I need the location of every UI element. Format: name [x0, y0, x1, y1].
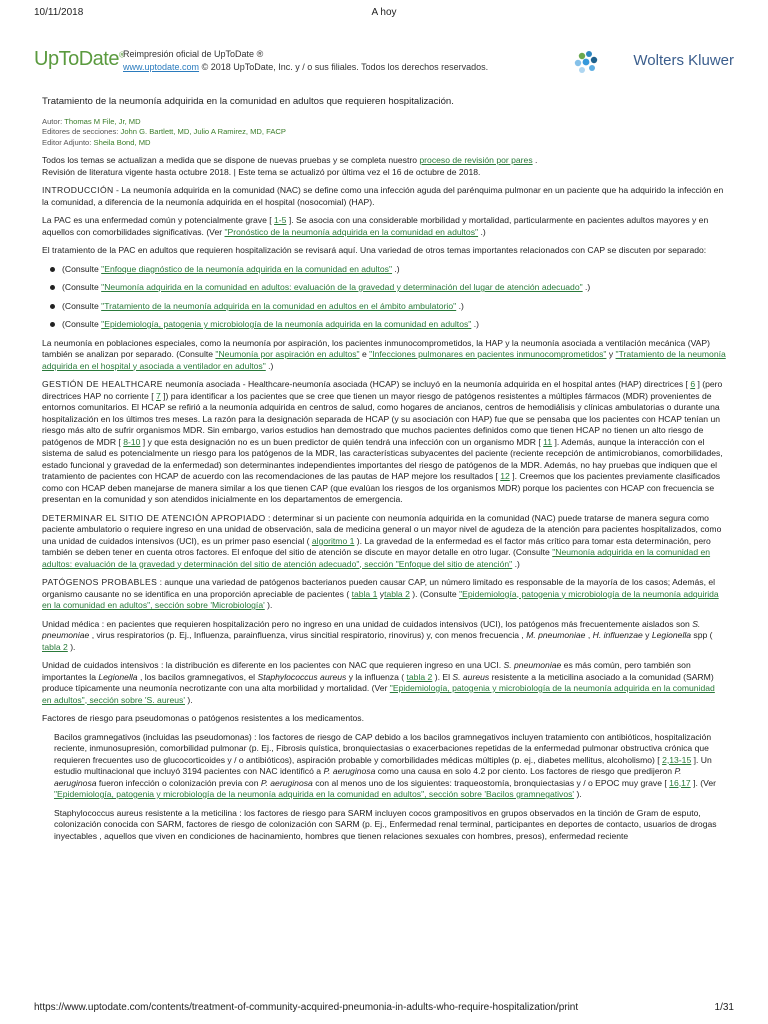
- reference-link[interactable]: 8-10: [123, 436, 141, 447]
- algorithm-link[interactable]: algoritmo 1: [311, 535, 355, 546]
- print-url: https://www.uptodate.com/contents/treatment-of-community-acquired-pneumonia-in-adults-who-require-hospitalization/print: [34, 1002, 579, 1013]
- subsection-heading: Staphylococcus aureus resistente a la meticilina: [54, 807, 237, 818]
- topic-link[interactable]: "Epidemiología, patogenia y microbiología de la neumonía adquirida en la comunidad en adultos", sección sobre 'Microbiología': [42, 588, 719, 610]
- list-item: (Consulte "Enfoque diagnóstico de la neumonía adquirida en la comunidad en adultos" .): [50, 264, 726, 276]
- update-note: Todos los temas se actualizan a medida que se dispone de nuevas pruebas y se completa nuestro proceso de revisión por pares . Revisión de literatura vigente hasta octubre 2018. | Este tema se actualizó por última vez el 16 de octubre de 2018.: [42, 155, 538, 177]
- wolters-kluwer-icon: [572, 48, 600, 76]
- section-heading: PATÓGENOS PROBABLES: [42, 577, 158, 587]
- topic-link[interactable]: "Tratamiento de la neumonía adquirida en el hospital y asociada a ventilador en adultos": [42, 349, 726, 371]
- reference-link[interactable]: 11: [543, 436, 553, 447]
- author: Thomas M File, Jr, MD: [64, 116, 141, 126]
- reprint-notice: [123, 48, 488, 74]
- reference-link[interactable]: 6: [690, 379, 696, 389]
- medical-ward-paragraph: Unidad médica : en pacientes que requieren hospitalización pero no ingreso en una unidad de cuidados intensivos (UCI), los patógenos más frecuentemente aislados son S. pneumoniae , virus respiratorios (p. Ej., Influenza, parainfluenza, virus sincitial respiratorio, rinovirus) y, con menos frecuencia , M. pneumoniae , H. influenzae y Legionella spp ( tabla 2 ).: [42, 618, 713, 652]
- reprint-header: [34, 40, 734, 80]
- article-title: Tratamiento de la neumonía adquirida en la comunidad en adultos que requieren hospitalización.: [42, 96, 454, 107]
- paragraph: La PAC es una enfermedad común y potencialmente grave [ 1-5 ]. Se asocia con una considerable morbilidad y mortalidad, particularmente en pacientes adultos mayores y en aquellos con comorbilidades significativas. (Ver "Pronóstico de la neumonía adquirida en la comunidad en adultos" .): [42, 215, 709, 237]
- topic-link[interactable]: "Neumonía adquirida en la comunidad en adultos: evaluación de la gravedad y determinación del lugar de atención adecuado": [101, 282, 583, 292]
- page-number: 1/31: [714, 1002, 734, 1013]
- list-item: (Consulte "Tratamiento de la neumonía adquirida en la comunidad en adultos en el ámbito ambulatorio" .): [50, 301, 726, 313]
- reference-link[interactable]: 2,13-15: [662, 754, 692, 765]
- site-of-care-paragraph: DETERMINAR EL SITIO DE ATENCIÓN APROPIADO : determinar si un paciente con neumonía adquirida en la comunidad (NAC) puede tratarse de manera segura como paciente ambulatorio o requiere ingreso en una unidad de observación, sala de medicina general o un mayor nivel de agudeza de la atención para pacientes hospitalizados, como una unidad de cuidados intensivos (UCI), es un primer paso esencial ( algoritmo 1 ). La gravedad de la enfermedad es el factor más crítico para tomar esta determinación, pero también se deben tener en cuenta otros factores. El enfoque del sitio de atención se discute en mayor detalle en otro lugar. (Consulte "Neumonía adquirida en la comunidad en adultos: evaluación de la gravedad y determinación del sitio de atención adecuado", sección "Enfoque del sitio de atención" .): [42, 512, 722, 569]
- article-body: [42, 96, 726, 849]
- subsection-heading: Bacilos gramnegativos (incluidas las pseudomonas): [54, 731, 252, 742]
- wolters-kluwer-name: Wolters Kluwer: [633, 52, 734, 69]
- uptodate-link[interactable]: www.uptodate.com: [123, 62, 200, 72]
- section-heading: DETERMINAR EL SITIO DE ATENCIÓN APROPIADO: [42, 512, 266, 523]
- section-editors: John G. Bartlett, MD, Julio A Ramirez, MD, FACP: [120, 127, 286, 136]
- list-item: (Consulte "Epidemiología, patogenia y microbiología de la neumonía adquirida en la comunidad en adultos" .): [50, 319, 726, 331]
- topic-link[interactable]: "Infecciones pulmonares en pacientes inmunocomprometidos": [369, 349, 607, 359]
- section-heading: INTRODUCCIÓN: [42, 185, 114, 195]
- hcap-paragraph: GESTIÓN DE HEALTHCARE neumonía asociada - Healthcare-neumonía asociada (HCAP) se incluyó en la neumonía adquirida en el hospital antes (HAP) directrices [ 6 ] (pero directrices HAP no corriente [ 7 ]) para identificar a los pacientes que se cree que tienen un mayor riesgo de patógenos resistentes a múltiples fármacos (MDR) provenientes de entornos comunitarios. El HCAP se refirió a la neumonía adquirida en centros de salud, como hogares de ancianos, centros de hemodiálisis y clínicas ambulatorias o durante una hospitalización en los últimos tres meses. La razón para la designación separada de HCAP (y su asociación con HAP) fue que se pensaba que los pacientes con HCAP tenían un riesgo más alto de sufrir organismos MDR. Sin embargo, varios estudios han demostrado que muchos pacientes definidos como que tienen HCAP no tienen un alto riesgo de patógenos de MDR [ 8-10 ] y que esta designación no es un buen predictor de quién tendrá una infección con un organismo MDR [ 11 ]. Además, aunque la interacción con el sistema de salud es potencialmente un riesgo para los patógenos de la MDR, las características subyacentes del paciente (reciente recepción de antimicrobianos, comorbilidades, estado funcional y gravedad de la enfermedad) son determinantes independientes importantes del riesgo de patógenos de la MDR. Además, no hay pruebas que indiquen que el tratamiento de pacientes con HCAP de acuerdo con las recomendaciones de las pautas de HAP mejore los resultados [ 12 ]. Creemos que los pacientes previamente clasificados como con HCAP deben manejarse de manera similar a los que tienen CAP (que evalúan los riesgos de los organismos MDR) porque los pacientes con HCAP con frecuencia se presentan en la comunidad y son atendidos inicialmente en los departamentos de emergencia.: [42, 379, 723, 504]
- table-link[interactable]: tabla 2: [384, 588, 410, 599]
- reference-link[interactable]: 1-5: [274, 215, 287, 225]
- topic-link[interactable]: "Neumonía por aspiración en adultos": [215, 349, 360, 359]
- deputy-editor: Sheila Bond, MD: [93, 137, 151, 147]
- topic-link[interactable]: "Pronóstico de la neumonía adquirida en la comunidad en adultos": [224, 226, 479, 237]
- print-title: A hoy: [371, 7, 397, 18]
- peer-review-link[interactable]: proceso de revisión por pares: [419, 155, 533, 165]
- topic-link[interactable]: "Enfoque diagnóstico de la neumonía adquirida en la comunidad en adultos": [101, 263, 393, 274]
- reprint-line1: Reimpresión oficial de UpToDate ®: [123, 49, 264, 59]
- topic-link[interactable]: "Neumonía adquirida en la comunidad en adultos: evaluación de la gravedad y determinación del sitio de atención adecuado", sección "Enfoque del sitio de atención": [42, 547, 711, 569]
- paragraph: La neumonía en poblaciones especiales, como la neumonía por aspiración, los pacientes inmunocomprometidos, la HAP y la neumonía asociada a ventilación mecánica (VAP) también se analizan por separado. (Consulte "Neumonía por aspiración en adultos" e "Infecciones pulmonares en pacientes inmunocomprometidos" y "Tratamiento de la neumonía adquirida en el hospital y asociada a ventilador en adultos" .): [42, 337, 726, 371]
- print-footer: [34, 1002, 734, 1016]
- pathogens-paragraph: PATÓGENOS PROBABLES : aunque una variedad de patógenos bacterianos pueden causar CAP, un número limitado es responsable de la mayoría de los casos; Además, el organismo causante no se identifica en una proporción apreciable de pacientes ( tabla 1 ytabla 2 ). (Consulte "Epidemiología, patogenia y microbiología de la neumonía adquirida en la comunidad en adultos", sección sobre 'Microbiología' ).: [42, 577, 719, 610]
- bullet-icon: [50, 304, 55, 309]
- copyright: © 2018 UpToDate, Inc. y / o sus filiales. Todos los derechos reservados.: [201, 62, 489, 72]
- list-item: (Consulte "Neumonía adquirida en la comunidad en adultos: evaluación de la gravedad y determinación del lugar de atención adecuado" .): [50, 282, 726, 294]
- risk-factors-heading: Factores de riesgo para pseudomonas o patógenos resistentes a los medicamentos.: [42, 713, 364, 723]
- section-heading: GESTIÓN DE HEALTHCARE: [42, 379, 163, 389]
- print-header: [34, 7, 734, 21]
- icu-paragraph: Unidad de cuidados intensivos : la distribución es diferente en los pacientes con NAC que requieren ingreso en una UCI. S. pneumoniae es más común, pero también son importantes la Legionella , los bacilos gramnegativos, el Staphylococcus aureus y la influenza ( tabla 2 ). El S. aureus resistente a la meticilina asociado a la comunidad (SARM) produce típicamente una neumonía necrotizante con una alta morbilidad y mortalidad. (Ver "Epidemiología, patogenia y microbiología de la neumonía adquirida en la comunidad en adultos", sección sobre 'S. aureus' ).: [42, 660, 715, 705]
- gram-negative-paragraph: Bacilos gramnegativos (incluidas las pseudomonas) : los factores de riesgo de CAP debido a los bacilos gramnegativos incluyen tratamiento con antibióticos, hospitalización reciente, inmunosupresión, comorbilidad pulmonar (p. Ej., Fibrosis quística, bronquiectasias o exacerbaciones repetidas de la enfermedad pulmonar obstructiva crónica que requieren frecuentes uso de glucocorticoides y / o antibióticos), aspiración probable y comorbilidades médicas múltiples (p. ej., diabetes mellitus, alcoholismo) [ 2,13-15 ]. Un estudio multinacional que incluyó 3194 pacientes con NAC identificó a P. aeruginosa como una causa en solo 4.2 por ciento. Los factores de riesgo que predijeron P. aeruginosa fueron infección o colonización previa con P. aeruginosa con al menos uno de los siguientes: traqueostomía, bronquiectasias y / o EPOC muy grave [ 16,17 ]. (Ver "Epidemiología, patogenia y microbiología de la neumonía adquirida en la comunidad en adultos", sección sobre 'Bacilos gramnegativos' ).: [54, 731, 716, 799]
- table-link[interactable]: tabla 1: [351, 588, 378, 599]
- topic-link[interactable]: "Tratamiento de la neumonía adquirida en la comunidad en adultos en el ámbito ambulatorio": [101, 300, 457, 311]
- bullet-icon: [50, 322, 55, 327]
- related-topics-list: [42, 264, 726, 331]
- bullet-icon: [50, 285, 55, 290]
- article-meta: Autor: Thomas M File, Jr, MD Editores de secciones: John G. Bartlett, MD, Julio A Ramirez, MD, FACP Editor Adjunto: Sheila Bond, MD: [42, 116, 286, 147]
- subsection-heading: Unidad de cuidados intensivos: [42, 660, 159, 670]
- table-link[interactable]: tabla 2: [42, 641, 68, 652]
- table-link[interactable]: tabla 2: [406, 671, 433, 682]
- paragraph: El tratamiento de la PAC en adultos que requieren hospitalización se revisará aquí. Una variedad de otros temas importantes relacionados con CAP se discuten por separado:: [42, 245, 707, 255]
- reference-link[interactable]: 16,17: [669, 777, 691, 788]
- uptodate-logo: UpToDate®: [34, 48, 125, 70]
- topic-link[interactable]: "Epidemiología, patogenia y microbiología de la neumonía adquirida en la comunidad en adultos", sección sobre 'Bacilos gramnegativos': [54, 789, 575, 799]
- intro-paragraph: INTRODUCCIÓN - La neumonía adquirida en la comunidad (NAC) se define como una infección aguda del parénquima pulmonar en un paciente que ha adquirido la infección en la comunidad, a diferencia de la neumonía adquirida en el hospital (nosocomial) (HAP).: [42, 185, 724, 207]
- reference-link[interactable]: 7: [156, 390, 161, 401]
- print-date: 10/11/2018: [34, 7, 84, 18]
- mrsa-paragraph: Staphylococcus aureus resistente a la meticilina : los factores de riesgo para SARM incluyen cocos grampositivos en grupos observados en la tinción de Gram de esputo, colonización conocida con SARM, factores de riesgo de colonización con SARM (p. Ej., Enfermedad renal terminal, participantes en deportes de contacto, usuarios de drogas inyectables , aquellos que viven en condiciones de hacinamiento, hombres que tienen relaciones sexuales con hombres, presos), enfermedad reciente: [54, 807, 717, 841]
- bullet-icon: [50, 267, 55, 272]
- topic-link[interactable]: "Epidemiología, patogenia y microbiología de la neumonía adquirida en la comunidad en adultos": [101, 319, 472, 329]
- subsection-heading: Unidad médica: [42, 618, 100, 629]
- topic-link[interactable]: "Epidemiología, patogenia y microbiología de la neumonía adquirida en la comunidad en adultos", sección sobre 'S. aureus': [42, 683, 715, 705]
- reference-link[interactable]: 12: [500, 471, 510, 481]
